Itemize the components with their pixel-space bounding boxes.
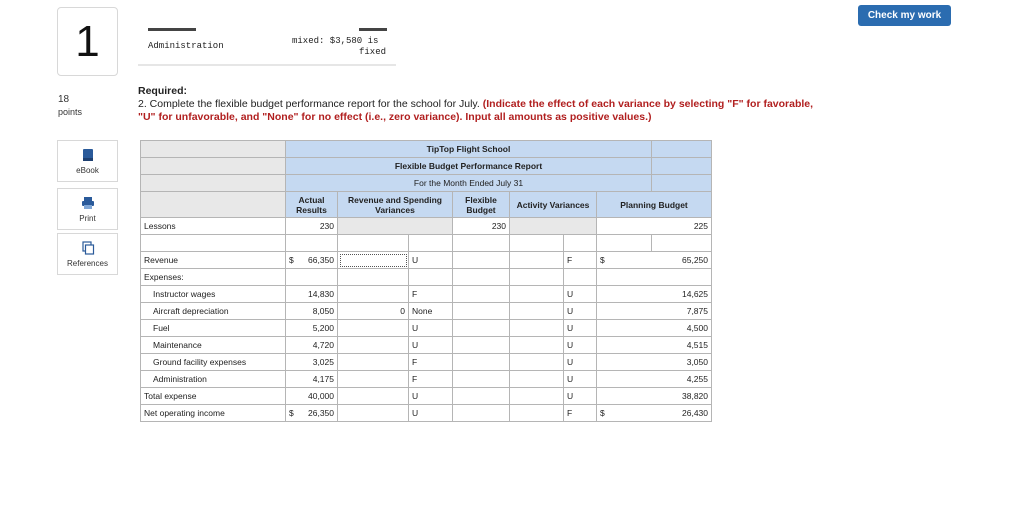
expense-rs-effect-select[interactable]: F xyxy=(409,286,453,303)
expense-activity-amount-input[interactable] xyxy=(510,286,564,303)
ebook-button[interactable] xyxy=(57,140,118,182)
revenue-activity-amount-input[interactable] xyxy=(510,252,564,269)
blank-cell xyxy=(286,269,338,286)
expense-rs-amount-input[interactable]: 0 xyxy=(338,303,409,320)
expense-planning: 4,515 xyxy=(597,337,712,354)
blank-cell xyxy=(409,269,453,286)
row-label: Lessons xyxy=(141,218,286,235)
expense-actual: 4,720 xyxy=(286,337,338,354)
blank-cell xyxy=(564,269,597,286)
blank-cell xyxy=(597,269,712,286)
expense-rs-effect-select[interactable]: U xyxy=(409,320,453,337)
blank-cell xyxy=(510,235,564,252)
documents-icon xyxy=(81,241,95,255)
performance-report-table xyxy=(140,140,712,422)
table-row-expense xyxy=(141,354,712,371)
expense-actual: 5,200 xyxy=(286,320,338,337)
required-heading: Required: xyxy=(138,85,188,97)
blank-cell xyxy=(141,158,286,175)
references-label: References xyxy=(67,258,108,268)
required-instruction: (Indicate the effect of each variance by selecting "F" for favorable, "U" for unfavorable, and "None" for no effect (i.e., zero variance). Input all amounts as positive values.) xyxy=(138,98,814,123)
row-label: Maintenance xyxy=(141,337,286,354)
expense-rs-effect-select[interactable]: F xyxy=(409,354,453,371)
report-period: For the Month Ended July 31 xyxy=(286,175,652,192)
revenue-flexible-input[interactable] xyxy=(453,252,510,269)
revenue-planning-value: 65,250 xyxy=(682,255,708,265)
table-row-expense xyxy=(141,371,712,388)
total-activity-effect-select[interactable]: U xyxy=(564,388,597,405)
expense-activity-amount-input[interactable] xyxy=(510,320,564,337)
revenue-rs-amount-input[interactable] xyxy=(338,252,409,269)
expense-planning: 14,625 xyxy=(597,286,712,303)
row-label: Ground facility expenses xyxy=(141,354,286,371)
revenue-rs-effect-select[interactable]: U xyxy=(409,252,453,269)
blank-cell xyxy=(652,141,712,158)
dollar-sign: $ xyxy=(600,255,605,265)
report-subtitle: Flexible Budget Performance Report xyxy=(286,158,652,175)
noi-planning-value: 26,430 xyxy=(682,408,708,418)
row-label: Total expense xyxy=(141,388,286,405)
noi-actual xyxy=(286,405,338,422)
header-activity-variances: Activity Variances xyxy=(510,192,597,218)
expense-actual: 14,830 xyxy=(286,286,338,303)
revenue-activity-effect-select[interactable]: F xyxy=(564,252,597,269)
required-text xyxy=(138,98,828,124)
total-planning: 38,820 xyxy=(597,388,712,405)
expense-flexible-input[interactable] xyxy=(453,337,510,354)
blank-cell xyxy=(453,269,510,286)
check-my-work-button[interactable]: Check my work xyxy=(858,5,951,26)
problem-data-snippet xyxy=(138,14,396,66)
expense-activity-amount-input[interactable] xyxy=(510,371,564,388)
noi-rs-effect-select[interactable]: U xyxy=(409,405,453,422)
required-section xyxy=(138,85,828,124)
table-row-total-expense xyxy=(141,388,712,405)
references-button[interactable] xyxy=(57,233,118,275)
expense-activity-effect-select[interactable]: U xyxy=(564,354,597,371)
revenue-actual xyxy=(286,252,338,269)
row-label: Revenue xyxy=(141,252,286,269)
ebook-label: eBook xyxy=(76,165,99,175)
dollar-sign: $ xyxy=(600,408,605,418)
expense-flexible-input[interactable] xyxy=(453,286,510,303)
snippet-fixed: fixed xyxy=(359,47,387,57)
required-main-text: 2. Complete the flexible budget performance report for the school for July. xyxy=(138,98,480,110)
expense-activity-effect-select[interactable]: U xyxy=(564,371,597,388)
snippet-cost: mixed: $3,580 is xyxy=(292,36,379,46)
total-rs-effect-select[interactable]: U xyxy=(409,388,453,405)
table-row-expense xyxy=(141,303,712,320)
expense-rs-effect-select[interactable]: None xyxy=(409,303,453,320)
row-label: Administration xyxy=(141,371,286,388)
snippet-label: Administration xyxy=(148,41,224,51)
points-info xyxy=(58,94,82,118)
table-row-net-operating-income xyxy=(141,405,712,422)
row-label: Instructor wages xyxy=(141,286,286,303)
table-row-lessons xyxy=(141,218,712,235)
expense-rs-effect-select[interactable]: F xyxy=(409,371,453,388)
header-actual-results: Actual Results xyxy=(286,192,338,218)
expense-planning: 4,500 xyxy=(597,320,712,337)
table-row-expense xyxy=(141,320,712,337)
blank-cell xyxy=(338,235,409,252)
blank-cell xyxy=(338,269,409,286)
expenses-heading: Expenses: xyxy=(141,269,286,286)
expense-rs-effect-select[interactable]: U xyxy=(409,337,453,354)
blank-cell xyxy=(453,235,510,252)
print-button[interactable] xyxy=(57,188,118,230)
row-label: Net operating income xyxy=(141,405,286,422)
blank-cell xyxy=(510,218,597,235)
expense-flexible-input[interactable] xyxy=(453,303,510,320)
expense-actual: 8,050 xyxy=(286,303,338,320)
expense-activity-amount-input[interactable] xyxy=(510,354,564,371)
expense-activity-effect-select[interactable]: U xyxy=(564,337,597,354)
blank-cell xyxy=(564,235,597,252)
noi-flexible-input[interactable] xyxy=(453,405,510,422)
expense-activity-amount-input[interactable] xyxy=(510,303,564,320)
cropped-text-line xyxy=(359,28,387,31)
revenue-planning xyxy=(597,252,712,269)
lessons-flexible-input[interactable]: 230 xyxy=(453,218,510,235)
total-rs-amount-input[interactable] xyxy=(338,388,409,405)
expense-flexible-input[interactable] xyxy=(453,371,510,388)
blank-cell xyxy=(652,235,712,252)
expense-planning: 4,255 xyxy=(597,371,712,388)
cropped-text-line xyxy=(148,28,196,31)
expense-flexible-input[interactable] xyxy=(453,320,510,337)
total-activity-amount-input[interactable] xyxy=(510,388,564,405)
blank-cell xyxy=(338,218,453,235)
points-label: points xyxy=(58,107,83,117)
blank-cell xyxy=(141,175,286,192)
dollar-sign: $ xyxy=(289,255,294,265)
expense-rs-amount-input[interactable] xyxy=(338,371,409,388)
expense-activity-effect-select[interactable]: U xyxy=(564,303,597,320)
expense-activity-amount-input[interactable] xyxy=(510,337,564,354)
question-number: 1 xyxy=(57,7,118,76)
noi-rs-amount-input[interactable] xyxy=(338,405,409,422)
table-row-expense xyxy=(141,286,712,303)
revenue-actual-value: 66,350 xyxy=(308,255,334,265)
printer-icon xyxy=(81,196,95,210)
expense-actual: 4,175 xyxy=(286,371,338,388)
expense-flexible-input[interactable] xyxy=(453,354,510,371)
book-icon xyxy=(81,148,95,162)
row-label: Fuel xyxy=(141,320,286,337)
noi-planning xyxy=(597,405,712,422)
blank-cell xyxy=(141,192,286,218)
blank-cell xyxy=(286,235,338,252)
noi-activity-effect-select[interactable]: F xyxy=(564,405,597,422)
blank-cell xyxy=(409,235,453,252)
lessons-actual: 230 xyxy=(286,218,338,235)
expense-activity-effect-select[interactable]: U xyxy=(564,286,597,303)
table-row-revenue xyxy=(141,252,712,269)
print-label: Print xyxy=(79,213,96,223)
total-actual: 40,000 xyxy=(286,388,338,405)
total-flexible-input[interactable] xyxy=(453,388,510,405)
noi-actual-value: 26,350 xyxy=(308,408,334,418)
header-flexible-budget: Flexible Budget xyxy=(453,192,510,218)
expense-rs-amount-input[interactable] xyxy=(338,337,409,354)
expense-planning: 7,875 xyxy=(597,303,712,320)
noi-activity-amount-input[interactable] xyxy=(510,405,564,422)
expense-rs-amount-input[interactable] xyxy=(338,354,409,371)
blank-cell xyxy=(510,269,564,286)
blank-cell xyxy=(652,175,712,192)
row-label: Aircraft depreciation xyxy=(141,303,286,320)
blank-cell xyxy=(652,158,712,175)
dollar-sign: $ xyxy=(289,408,294,418)
points-value: 18 xyxy=(58,94,70,105)
table-row-expense xyxy=(141,337,712,354)
expense-actual: 3,025 xyxy=(286,354,338,371)
blank-cell xyxy=(597,235,652,252)
report-title: TipTop Flight School xyxy=(286,141,652,158)
lessons-planning: 225 xyxy=(597,218,712,235)
blank-cell xyxy=(141,235,286,252)
header-planning-budget: Planning Budget xyxy=(597,192,712,218)
header-revenue-spending-variances: Revenue and Spending Variances xyxy=(338,192,453,218)
blank-cell xyxy=(141,141,286,158)
expense-rs-amount-input[interactable] xyxy=(338,286,409,303)
expense-planning: 3,050 xyxy=(597,354,712,371)
expense-activity-effect-select[interactable]: U xyxy=(564,320,597,337)
expense-rs-amount-input[interactable] xyxy=(338,320,409,337)
